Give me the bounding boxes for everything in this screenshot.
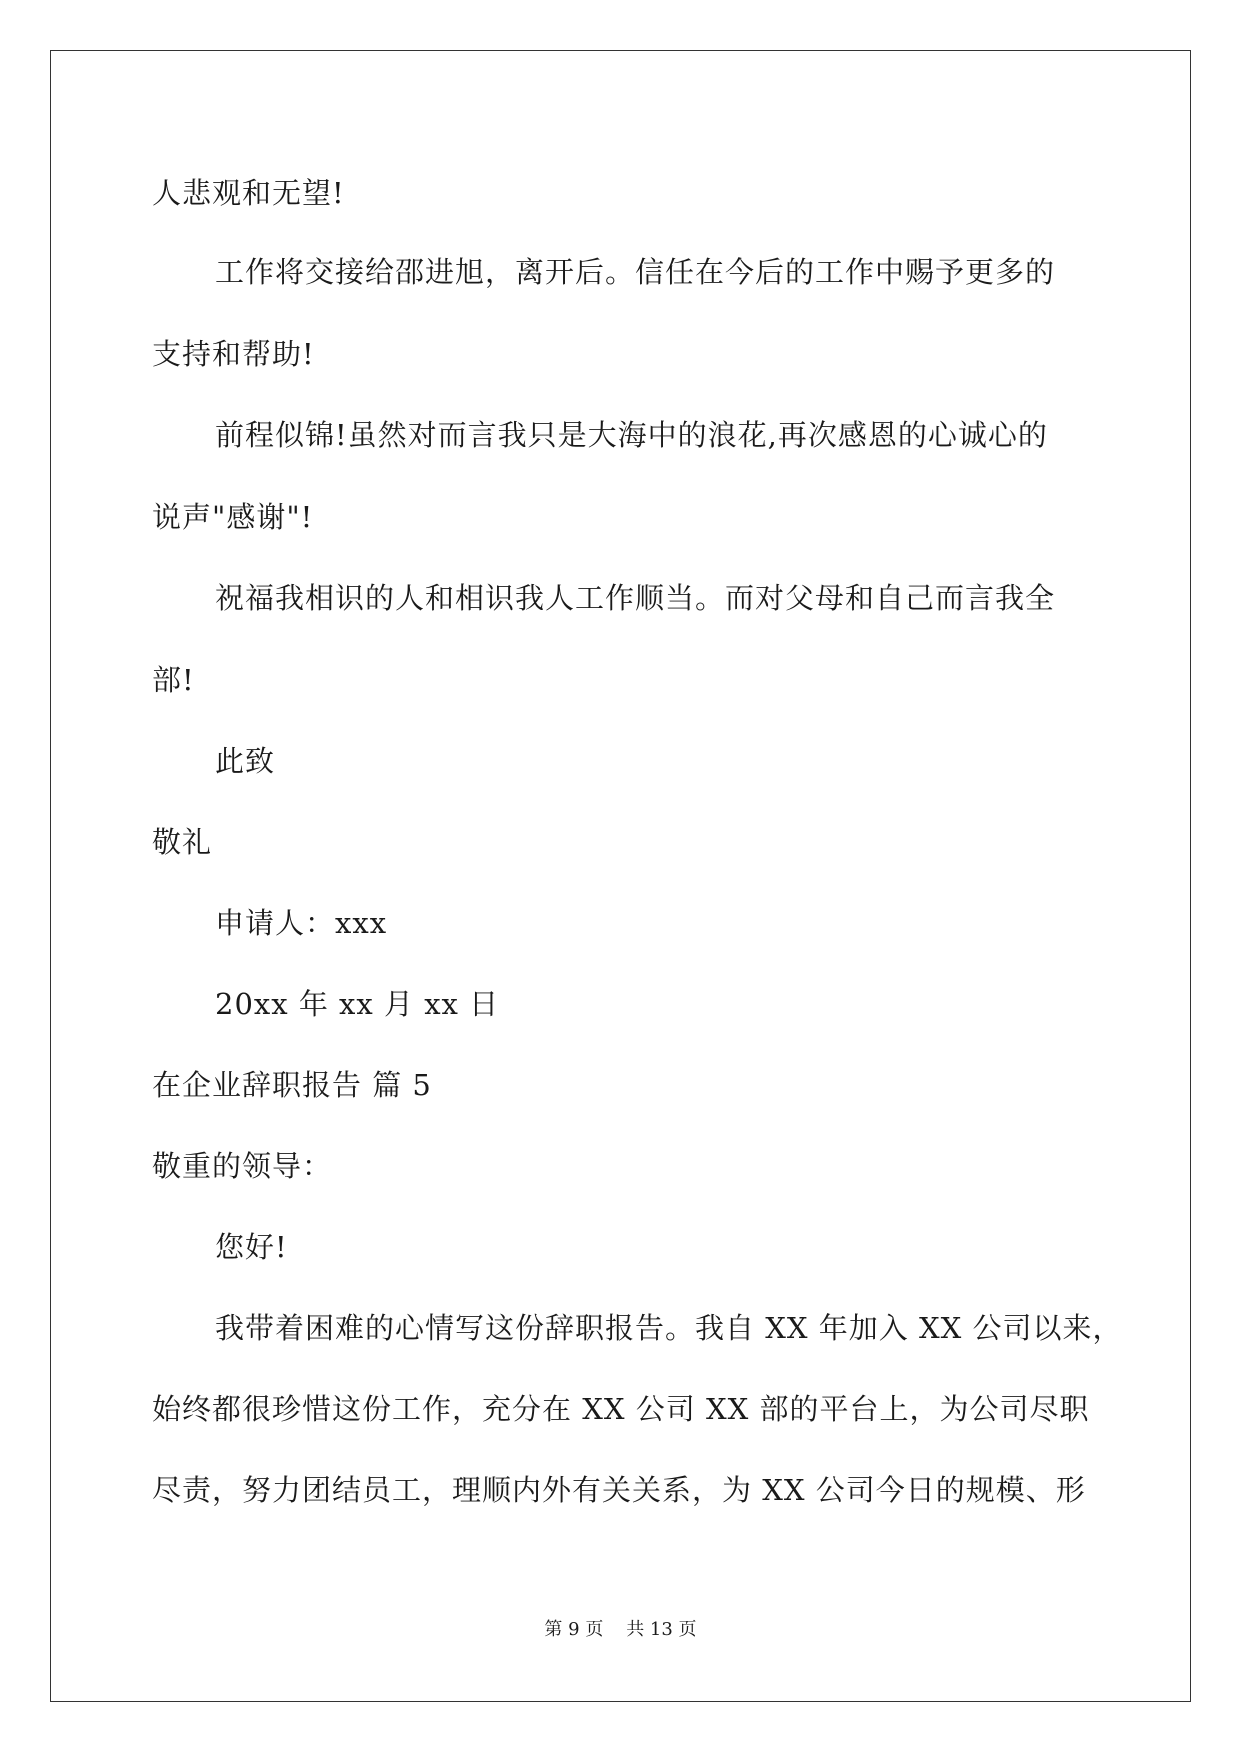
text-line-3: 支持和帮助!	[152, 337, 315, 371]
text-line-16: 始终都很珍惜这份工作，充分在 XX 公司 XX 部的平台上，为公司尽职	[152, 1392, 1090, 1426]
text-line-1: 人悲观和无望!	[152, 176, 345, 210]
applicant-line: 申请人：xxx	[215, 906, 388, 940]
date-line: 20xx 年 xx 月 xx 日	[215, 987, 500, 1021]
text-line-5: 说声"感谢"!	[152, 500, 314, 534]
section-heading: 在企业辞职报告 篇 5	[152, 1068, 432, 1102]
page-number-footer: 第 9 页 共 13 页	[544, 1619, 697, 1640]
text-line-4: 前程似锦!虽然对而言我只是大海中的浪花,再次感恩的心诚心的	[215, 418, 1048, 452]
text-line-6: 祝福我相识的人和相识我人工作顺当。而对父母和自己而言我全	[215, 581, 1056, 615]
text-line-7: 部!	[152, 663, 195, 697]
text-line-15: 我带着困难的心情写这份辞职报告。我自 XX 年加入 XX 公司以来，	[215, 1311, 1123, 1345]
closing-regards: 敬礼	[152, 825, 213, 859]
page-frame	[50, 50, 1191, 1702]
text-line-17: 尽责，努力团结员工，理顺内外有关关系，为 XX 公司今日的规模、形	[152, 1473, 1086, 1507]
text-line-2: 工作将交接给邵进旭，离开后。信任在今后的工作中赐予更多的	[215, 255, 1056, 289]
closing-salutation: 此致	[215, 744, 276, 778]
greeting: 您好!	[215, 1230, 288, 1264]
greeting-recipient: 敬重的领导：	[152, 1149, 333, 1183]
